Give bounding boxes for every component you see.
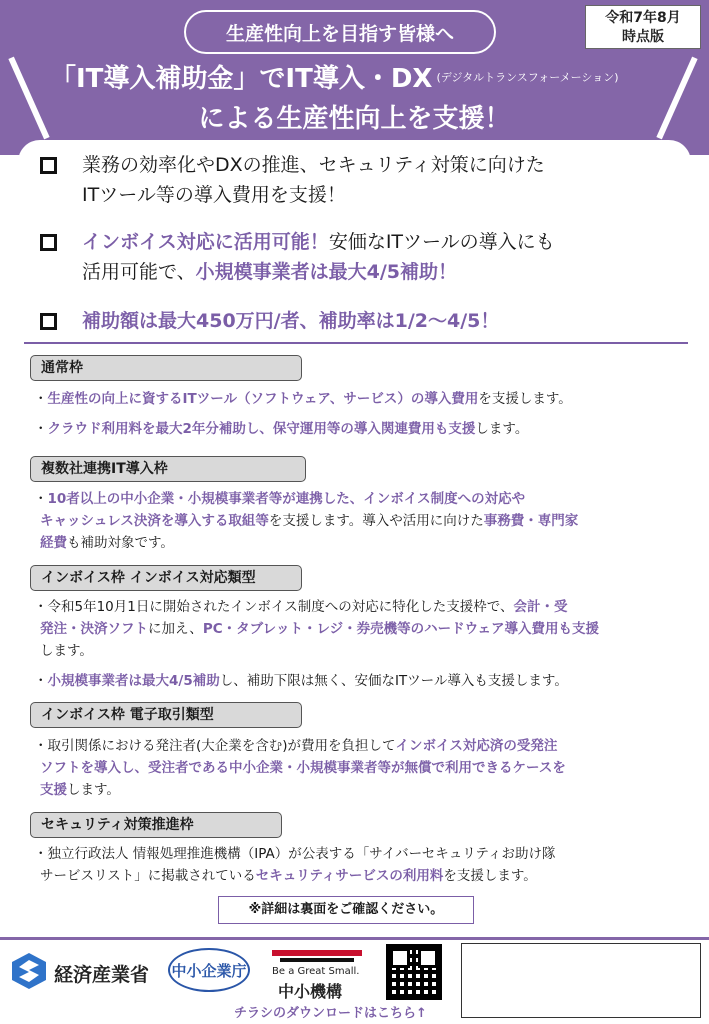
- section-divider: [24, 342, 688, 344]
- smrj-logo-bar2-icon: [280, 958, 354, 962]
- s3-line4: ・小規模事業者は最大4/5補助し、補助下限は無く、安価なITツール導入も支援します。: [34, 673, 568, 689]
- bullet-1-text: 業務の効率化やDXの推進、セキュリティ対策に向けた ITツール等の導入費用を支援！: [82, 154, 545, 206]
- bullet-3-text: 補助額は最大450万円/者、補助率は1/2～4/5！: [82, 310, 500, 332]
- section-title-invoice-support: インボイス枠 インボイス対応類型: [30, 565, 302, 591]
- s2-line1: ・10者以上の中小企業・小規模事業者等が連携した、インボイス制度への対応や: [34, 491, 526, 507]
- see-back-note: ※詳細は裏面をご確認ください。: [218, 896, 474, 924]
- download-link[interactable]: チラシのダウンロードはこちら↑: [234, 1006, 427, 1021]
- s1-line1: ・生産性の向上に資するITツール（ソフトウェア、サービス）の導入費用を支援します。: [34, 391, 572, 407]
- s2-line3: 経費も補助対象です。: [40, 535, 174, 551]
- checkbox-square-icon: [40, 313, 57, 330]
- section-title-security: セキュリティ対策推進枠: [30, 812, 282, 838]
- target-pill: 生産性向上を目指す皆様へ: [184, 10, 496, 54]
- date-line2: 時点版: [622, 29, 664, 45]
- s3-line3: します。: [40, 643, 93, 659]
- s1-line2: ・クラウド利用料を最大2年分補助し、保守運用等の導入関連費用も支援します。: [34, 421, 529, 437]
- sme-agency-logo: 中小企業庁: [168, 948, 250, 992]
- meti-label: 経済産業省: [54, 964, 150, 986]
- s5-line2: サービスリスト」に掲載されているセキュリティサービスの利用料を支援します。: [40, 868, 537, 884]
- s3-line1: ・令和5年10月1日に開始されたインボイス制度への対応に特化した支援枠で、会計・受: [34, 599, 568, 615]
- s4-line3: 支援します。: [40, 782, 120, 798]
- section-title-electronic-trade: インボイス枠 電子取引類型: [30, 702, 302, 728]
- s4-line1: ・取引関係における発注者(大企業を含む)が費用を負担してインボイス対応済の受発注: [34, 738, 558, 754]
- s5-line1: ・独立行政法人 情報処理推進機構（IPA）が公表する「サイバーセキュリティお助け隊: [34, 846, 556, 862]
- smrj-logo-bar-icon: [272, 950, 362, 956]
- section-title-multi-company: 複数社連携IT導入枠: [30, 456, 306, 482]
- s2-line2: キャッシュレス決済を導入する取組等を支援します。導入や活用に向けた事務費・専門家: [40, 513, 579, 529]
- bullet-2-text: インボイス対応に活用可能！安価なITツールの導入にも 活用可能で、小規模事業者は最大4/5補助！: [82, 231, 555, 283]
- checkbox-square-icon: [40, 234, 57, 251]
- smrj-label: 中小機構: [278, 982, 343, 1001]
- s3-line2: 発注・決済ソフトに加え、PC・タブレット・レジ・券売機等のハードウェア導入費用も支援: [40, 621, 600, 637]
- page-title-line2: による生産性向上を支援！: [198, 104, 511, 134]
- checkbox-square-icon: [40, 157, 57, 174]
- smrj-slogan: Be a Great Small.: [272, 966, 360, 977]
- title-dx-note: (デジタルトランスフォーメーション): [436, 71, 619, 84]
- date-line1: 令和7年8月: [605, 10, 681, 26]
- contact-stamp-box: [461, 943, 701, 1018]
- s4-line2: ソフトを導入し、受注者である中小企業・小規模事業者等が無償で利用できるケースを: [40, 760, 566, 776]
- title-main: 「IT導入補助金」でIT導入・DX: [50, 64, 433, 94]
- page-title-line1: [50, 58, 670, 95]
- qr-code-icon[interactable]: [386, 944, 442, 1000]
- section-title-standard: 通常枠: [30, 355, 302, 381]
- meti-logo-icon: [10, 952, 48, 990]
- date-badge: [585, 5, 701, 49]
